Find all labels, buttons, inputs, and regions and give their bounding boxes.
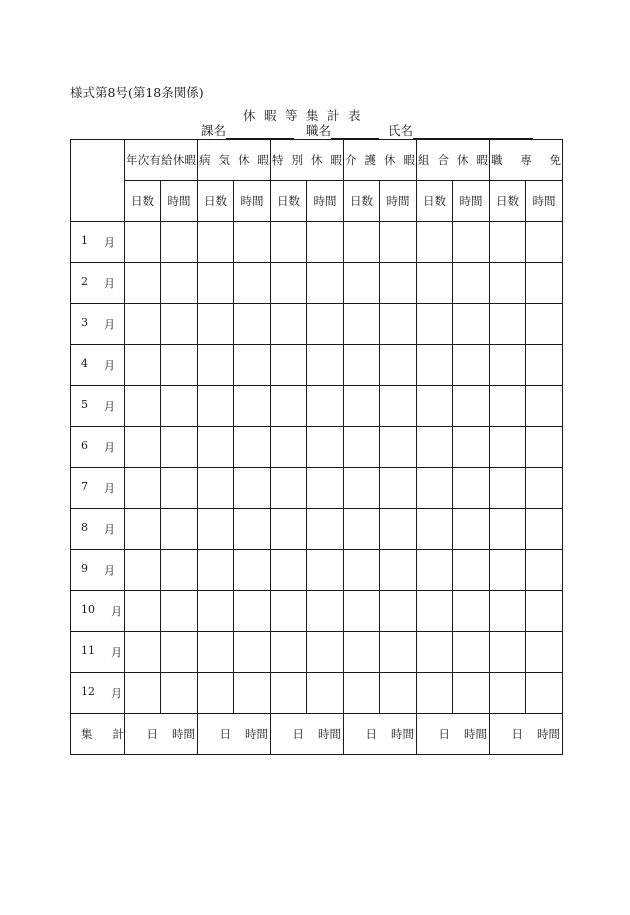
category-char: 合: [437, 153, 449, 167]
entry-cell[interactable]: [198, 386, 234, 427]
entry-cell[interactable]: [344, 386, 380, 427]
days-subheader: 日数: [198, 181, 234, 222]
category-char: 休: [311, 153, 323, 167]
entry-cell[interactable]: [453, 509, 490, 550]
entry-cell[interactable]: [125, 468, 161, 509]
entry-cell[interactable]: [490, 345, 526, 386]
name-field[interactable]: [388, 121, 533, 139]
total-hour-unit: 時間: [391, 727, 414, 741]
entry-cell[interactable]: [125, 632, 161, 673]
total-row: [71, 714, 563, 755]
category-header: [271, 140, 344, 181]
category-char: 別: [291, 153, 303, 167]
category-char: 護: [364, 153, 376, 167]
entry-cell[interactable]: [125, 591, 161, 632]
entry-cell[interactable]: [453, 427, 490, 468]
month-unit: 月: [111, 646, 122, 659]
entry-cell[interactable]: [198, 550, 234, 591]
month-unit: 月: [111, 687, 122, 700]
entry-cell[interactable]: [417, 386, 453, 427]
entry-cell[interactable]: [161, 509, 198, 550]
entry-cell[interactable]: [526, 591, 563, 632]
entry-cell[interactable]: [198, 632, 234, 673]
total-day-unit: 日: [365, 727, 377, 741]
entry-cell[interactable]: [344, 222, 380, 263]
total-day-unit: 日: [292, 727, 304, 741]
entry-cell[interactable]: [125, 345, 161, 386]
month-row: [71, 673, 563, 714]
entry-cell[interactable]: [198, 222, 234, 263]
entry-cell[interactable]: [380, 222, 417, 263]
entry-cell[interactable]: [234, 632, 271, 673]
month-label: [71, 345, 125, 386]
entry-cell[interactable]: [453, 673, 490, 714]
category-char: 暇: [476, 153, 488, 167]
month-unit: 月: [104, 441, 115, 454]
category-char: 休: [384, 153, 396, 167]
entry-cell[interactable]: [526, 468, 563, 509]
entry-cell[interactable]: [234, 591, 271, 632]
entry-cell[interactable]: [271, 304, 307, 345]
category-char: 休: [172, 153, 185, 167]
total-hour-unit: 時間: [537, 727, 560, 741]
entry-cell[interactable]: [125, 427, 161, 468]
entry-cell[interactable]: [161, 304, 198, 345]
entry-cell[interactable]: [234, 550, 271, 591]
entry-cell[interactable]: [344, 673, 380, 714]
total-cell[interactable]: [271, 714, 344, 755]
category-header: [490, 140, 563, 181]
month-label: [71, 263, 125, 304]
entry-cell[interactable]: [271, 509, 307, 550]
entry-cell[interactable]: [234, 509, 271, 550]
entry-cell[interactable]: [234, 345, 271, 386]
month-number: 4: [81, 357, 88, 370]
name-underline: [413, 125, 533, 139]
entry-cell[interactable]: [125, 263, 161, 304]
entry-cell[interactable]: [344, 591, 380, 632]
entry-cell[interactable]: [125, 550, 161, 591]
position-underline: [331, 125, 379, 139]
entry-cell[interactable]: [271, 468, 307, 509]
entry-cell[interactable]: [380, 632, 417, 673]
entry-cell[interactable]: [526, 304, 563, 345]
month-row: [71, 509, 563, 550]
entry-cell[interactable]: [417, 222, 453, 263]
entry-cell[interactable]: [125, 386, 161, 427]
entry-cell[interactable]: [380, 304, 417, 345]
corner-cell: [71, 140, 125, 222]
hours-subheader: 時間: [161, 181, 198, 222]
month-label: [71, 509, 125, 550]
entry-cell[interactable]: [526, 222, 563, 263]
entry-cell[interactable]: [417, 304, 453, 345]
entry-cell[interactable]: [307, 468, 344, 509]
days-subheader: 日数: [344, 181, 380, 222]
section-underline: [226, 125, 294, 139]
category-char: 休: [238, 153, 250, 167]
entry-cell[interactable]: [380, 427, 417, 468]
entry-cell[interactable]: [417, 550, 453, 591]
total-cell[interactable]: [125, 714, 198, 755]
category-char: 職: [491, 153, 503, 167]
hours-subheader: 時間: [234, 181, 271, 222]
month-unit: 月: [104, 400, 115, 413]
month-label: [71, 591, 125, 632]
month-label: [71, 304, 125, 345]
entry-cell[interactable]: [198, 468, 234, 509]
entry-cell[interactable]: [490, 673, 526, 714]
entry-cell[interactable]: [198, 509, 234, 550]
month-row: [71, 222, 563, 263]
month-number: 10: [81, 603, 95, 616]
month-row: [71, 345, 563, 386]
month-unit: 月: [104, 277, 115, 290]
month-label: [71, 468, 125, 509]
month-row: [71, 632, 563, 673]
total-hour-unit: 時間: [464, 727, 487, 741]
month-label: [71, 550, 125, 591]
month-unit: 月: [104, 236, 115, 249]
entry-cell[interactable]: [307, 673, 344, 714]
entry-cell[interactable]: [271, 591, 307, 632]
entry-cell[interactable]: [234, 673, 271, 714]
entry-cell[interactable]: [234, 222, 271, 263]
total-hour-unit: 時間: [245, 727, 268, 741]
entry-cell[interactable]: [198, 345, 234, 386]
entry-cell[interactable]: [490, 263, 526, 304]
month-number: 6: [81, 439, 88, 452]
entry-cell[interactable]: [380, 550, 417, 591]
entry-cell[interactable]: [417, 509, 453, 550]
entry-cell[interactable]: [490, 550, 526, 591]
entry-cell[interactable]: [417, 468, 453, 509]
section-field[interactable]: [201, 121, 294, 139]
category-header: [417, 140, 490, 181]
entry-cell[interactable]: [161, 591, 198, 632]
entry-cell[interactable]: [453, 386, 490, 427]
category-char: 暇: [257, 153, 269, 167]
entry-cell[interactable]: [490, 591, 526, 632]
entry-cell[interactable]: [453, 263, 490, 304]
section-label: 課名: [201, 123, 227, 138]
entry-cell[interactable]: [344, 509, 380, 550]
total-hour-unit: 時間: [318, 727, 341, 741]
entry-cell[interactable]: [307, 550, 344, 591]
month-row: [71, 263, 563, 304]
document-title: 休暇等集計表: [243, 108, 370, 123]
total-day-unit: 日: [219, 727, 231, 741]
entry-cell[interactable]: [526, 386, 563, 427]
entry-cell[interactable]: [271, 345, 307, 386]
entry-cell[interactable]: [490, 304, 526, 345]
month-number: 8: [81, 521, 88, 534]
entry-cell[interactable]: [307, 345, 344, 386]
month-number: 5: [81, 398, 88, 411]
entry-cell[interactable]: [526, 345, 563, 386]
total-cell[interactable]: [490, 714, 563, 755]
month-row: [71, 550, 563, 591]
entry-cell[interactable]: [490, 386, 526, 427]
category-char: 病: [199, 153, 211, 167]
entry-cell[interactable]: [234, 468, 271, 509]
category-label: [125, 152, 197, 168]
month-number: 11: [81, 644, 95, 657]
entry-cell[interactable]: [271, 632, 307, 673]
entry-cell[interactable]: [234, 427, 271, 468]
month-label: [71, 222, 125, 263]
month-row: [71, 468, 563, 509]
entry-cell[interactable]: [380, 345, 417, 386]
entry-cell[interactable]: [526, 632, 563, 673]
month-number: 3: [81, 316, 88, 329]
entry-cell[interactable]: [307, 632, 344, 673]
name-label: 氏名: [388, 123, 414, 138]
position-field[interactable]: [306, 121, 379, 139]
total-cell[interactable]: [344, 714, 417, 755]
entry-cell[interactable]: [271, 550, 307, 591]
entry-cell[interactable]: [198, 263, 234, 304]
entry-cell[interactable]: [271, 673, 307, 714]
category-char: 暇: [184, 153, 196, 167]
entry-cell[interactable]: [417, 673, 453, 714]
entry-cell[interactable]: [234, 263, 271, 304]
entry-cell[interactable]: [490, 632, 526, 673]
category-char: 介: [345, 153, 357, 167]
month-row: [71, 304, 563, 345]
entry-cell[interactable]: [344, 263, 380, 304]
entry-cell[interactable]: [307, 591, 344, 632]
category-char: 専: [520, 153, 532, 167]
entry-cell[interactable]: [453, 591, 490, 632]
total-day-unit: 日: [511, 727, 523, 741]
month-unit: 月: [104, 564, 115, 577]
category-label: [198, 152, 270, 168]
entry-cell[interactable]: [417, 632, 453, 673]
month-unit: 月: [104, 482, 115, 495]
category-char: 組: [418, 153, 430, 167]
total-cell[interactable]: [198, 714, 271, 755]
month-label: [71, 632, 125, 673]
entry-cell[interactable]: [234, 304, 271, 345]
category-char: 有: [149, 153, 161, 167]
entry-cell[interactable]: [344, 304, 380, 345]
category-char: 暇: [330, 153, 342, 167]
entry-cell[interactable]: [161, 673, 198, 714]
entry-cell[interactable]: [125, 222, 161, 263]
entry-cell[interactable]: [307, 222, 344, 263]
form-number-label: 様式第8号(第18条関係): [70, 85, 204, 100]
entry-cell[interactable]: [453, 222, 490, 263]
month-unit: 月: [104, 523, 115, 536]
entry-cell[interactable]: [380, 673, 417, 714]
month-number: 7: [81, 480, 88, 493]
entry-cell[interactable]: [161, 468, 198, 509]
month-row: [71, 386, 563, 427]
position-label: 職名: [306, 123, 332, 138]
month-number: 9: [81, 562, 88, 575]
entry-cell[interactable]: [198, 591, 234, 632]
entry-cell[interactable]: [490, 468, 526, 509]
entry-cell[interactable]: [271, 222, 307, 263]
entry-cell[interactable]: [307, 304, 344, 345]
category-label: [417, 152, 489, 168]
month-number: 12: [81, 685, 95, 698]
category-char: 免: [549, 153, 561, 167]
category-header: [125, 140, 198, 181]
hours-subheader: 時間: [380, 181, 417, 222]
total-day-unit: 日: [438, 727, 450, 741]
entry-cell[interactable]: [380, 263, 417, 304]
category-header: [198, 140, 271, 181]
category-label: [344, 152, 416, 168]
total-cell[interactable]: [417, 714, 490, 755]
total-label-char: 集: [81, 727, 93, 741]
entry-cell[interactable]: [380, 386, 417, 427]
month-row: [71, 427, 563, 468]
entry-cell[interactable]: [417, 263, 453, 304]
entry-cell[interactable]: [453, 304, 490, 345]
days-subheader: 日数: [271, 181, 307, 222]
entry-cell[interactable]: [307, 386, 344, 427]
entry-cell[interactable]: [526, 427, 563, 468]
entry-cell[interactable]: [271, 386, 307, 427]
entry-cell[interactable]: [161, 632, 198, 673]
entry-cell[interactable]: [490, 509, 526, 550]
month-unit: 月: [111, 605, 122, 618]
hours-subheader: 時間: [453, 181, 490, 222]
entry-cell[interactable]: [417, 591, 453, 632]
category-label: [490, 152, 562, 168]
entry-cell[interactable]: [307, 509, 344, 550]
month-row: [71, 591, 563, 632]
entry-cell[interactable]: [125, 304, 161, 345]
entry-cell[interactable]: [380, 591, 417, 632]
entry-cell[interactable]: [198, 427, 234, 468]
leave-summary-table: [70, 139, 563, 755]
entry-cell[interactable]: [526, 550, 563, 591]
entry-cell[interactable]: [344, 632, 380, 673]
entry-cell[interactable]: [161, 550, 198, 591]
month-number: 1: [81, 234, 88, 247]
total-label-char: 計: [112, 727, 124, 741]
month-unit: 月: [104, 318, 115, 331]
days-subheader: 日数: [417, 181, 453, 222]
category-char: 給: [161, 153, 173, 167]
entry-cell[interactable]: [234, 386, 271, 427]
month-label: [71, 386, 125, 427]
entry-cell[interactable]: [380, 509, 417, 550]
total-label: [71, 714, 125, 755]
entry-cell[interactable]: [161, 386, 198, 427]
category-char: 年: [126, 153, 138, 167]
category-char: 休: [457, 153, 469, 167]
entry-cell[interactable]: [161, 222, 198, 263]
entry-cell[interactable]: [271, 263, 307, 304]
entry-cell[interactable]: [380, 468, 417, 509]
category-header: [344, 140, 417, 181]
hours-subheader: 時間: [526, 181, 563, 222]
month-unit: 月: [104, 359, 115, 372]
entry-cell[interactable]: [307, 427, 344, 468]
category-label: [271, 152, 343, 168]
entry-cell[interactable]: [417, 427, 453, 468]
entry-cell[interactable]: [526, 509, 563, 550]
entry-cell[interactable]: [453, 468, 490, 509]
category-char: 気: [218, 153, 230, 167]
month-number: 2: [81, 275, 88, 288]
entry-cell[interactable]: [453, 632, 490, 673]
entry-cell[interactable]: [271, 427, 307, 468]
entry-cell[interactable]: [453, 550, 490, 591]
entry-cell[interactable]: [526, 673, 563, 714]
days-subheader: 日数: [490, 181, 526, 222]
entry-cell[interactable]: [490, 222, 526, 263]
entry-cell[interactable]: [198, 673, 234, 714]
hours-subheader: 時間: [307, 181, 344, 222]
month-label: [71, 673, 125, 714]
category-char: 暇: [403, 153, 415, 167]
entry-cell[interactable]: [344, 427, 380, 468]
entry-cell[interactable]: [161, 263, 198, 304]
entry-cell[interactable]: [307, 263, 344, 304]
entry-cell[interactable]: [161, 427, 198, 468]
total-hour-unit: 時間: [172, 727, 195, 741]
entry-cell[interactable]: [490, 427, 526, 468]
days-subheader: 日数: [125, 181, 161, 222]
total-day-unit: 日: [146, 727, 158, 741]
entry-cell[interactable]: [344, 468, 380, 509]
entry-cell[interactable]: [417, 345, 453, 386]
category-char: 特: [272, 153, 284, 167]
entry-cell[interactable]: [344, 345, 380, 386]
month-label: [71, 427, 125, 468]
entry-cell[interactable]: [198, 304, 234, 345]
entry-cell[interactable]: [344, 550, 380, 591]
entry-cell[interactable]: [453, 345, 490, 386]
entry-cell[interactable]: [161, 345, 198, 386]
entry-cell[interactable]: [526, 263, 563, 304]
entry-cell[interactable]: [125, 673, 161, 714]
entry-cell[interactable]: [125, 509, 161, 550]
category-char: 次: [137, 153, 150, 167]
